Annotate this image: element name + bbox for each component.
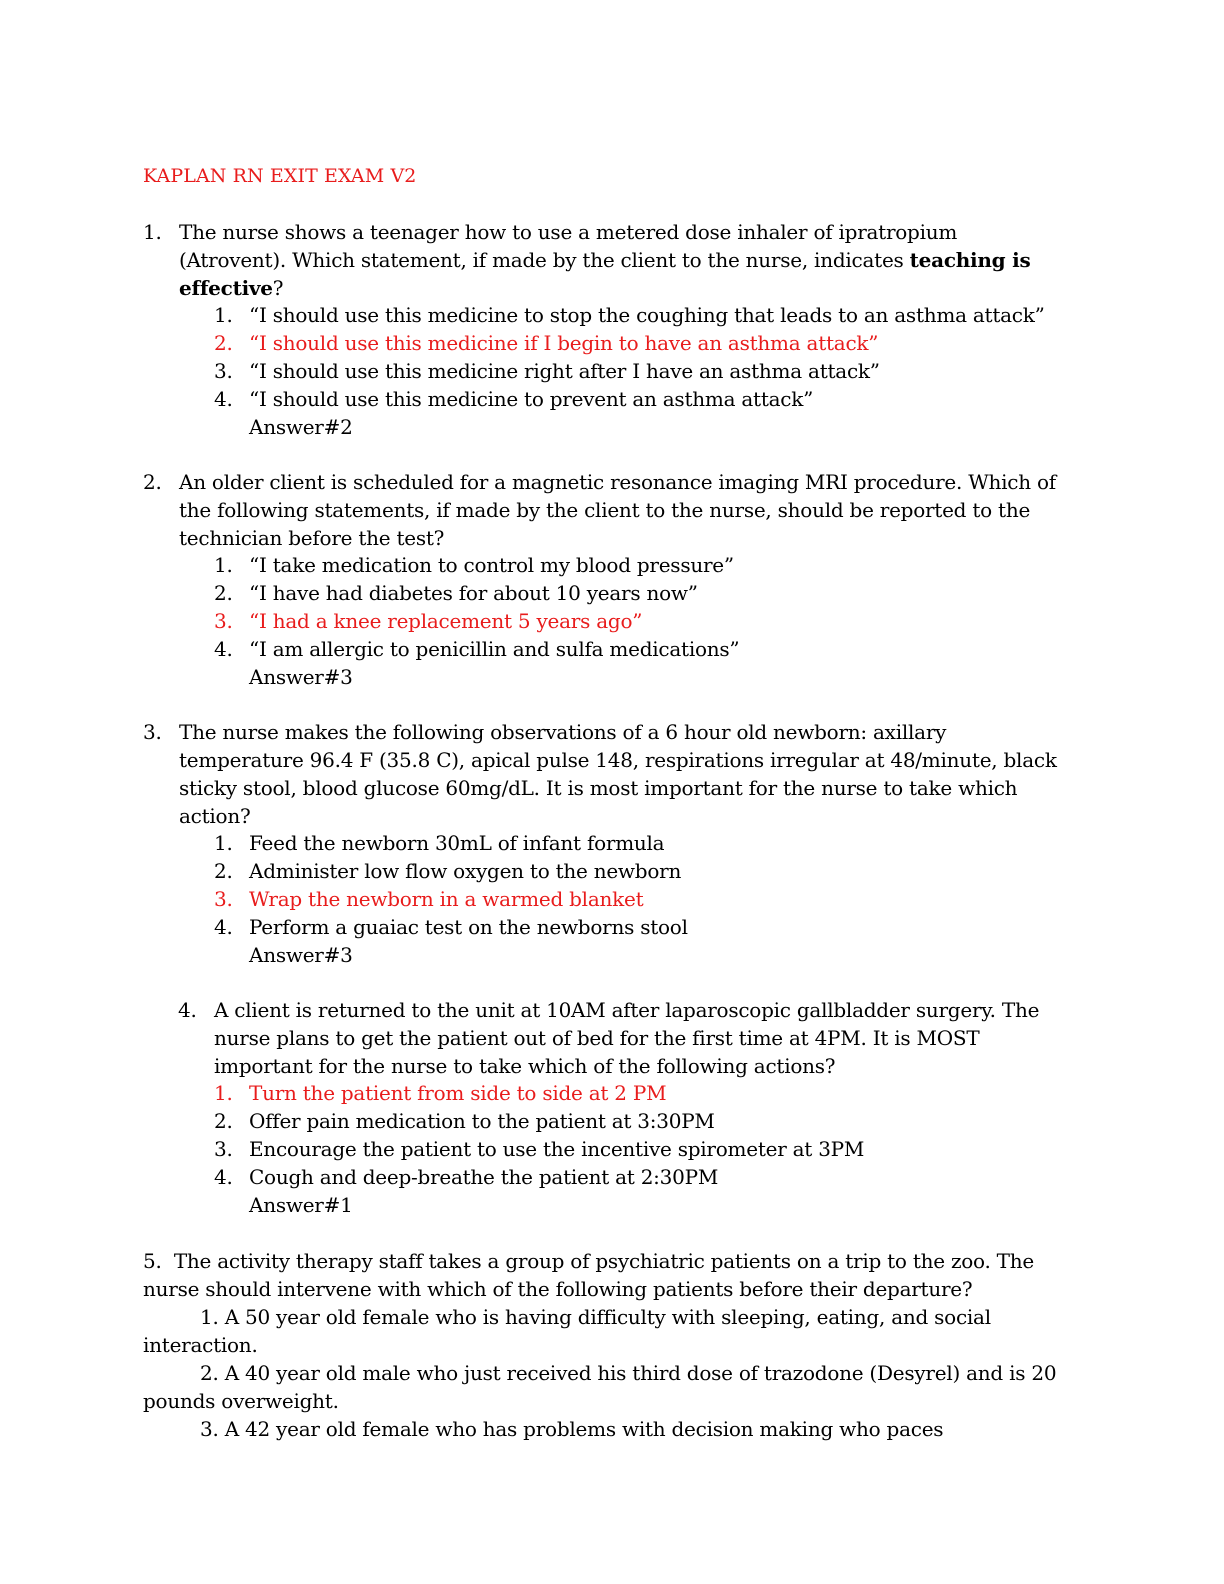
question-stem: The nurse makes the following observations of a 6 hour old newborn: axillary temperature 96.4 F (35.8 C), apical pulse 148, respirations irregular at 48/minute, black sticky stool, blood glucose 60mg/dL. It is most important for the nurse to take which action?: [179, 720, 1057, 828]
option-5-3: 3. A 42 year old female who has problems with decision making who paces: [200, 1417, 944, 1441]
question-number: 2.: [143, 470, 162, 494]
option-5-1: 1. A 50 year old female who is having difficulty with sleeping, eating, and social interaction.: [143, 1305, 991, 1357]
question-5: [143, 1247, 1073, 1443]
document-title: KAPLAN RN EXIT EXAM V2: [143, 165, 417, 187]
question-stem: An older client is scheduled for a magnetic resonance imaging MRI procedure. Which of the following statements, if made by the client to the nurse, should be reported to the technician before the test?: [179, 470, 1056, 550]
question-3: [143, 718, 1073, 830]
question-4: [178, 996, 1073, 1080]
document-page: KAPLAN RN EXIT EXAM V2 1. The nurse shows a teenager how to use a metered dose inhaler of ipratropium (Atrovent). Which statement, if made by the client to the nurse, indicates teaching is effective? 1. “I should use this medicine to stop the coughing that leads to an asthma attack” 2. “I should use this medicine if I begin to have an asthma attack” 3. “I should use this medicine right after I have an asthma attack” 4. “I should use this medicine to prevent an asthma attack” Answer#2 2. An older client is scheduled for a magnetic resonance imaging MRI procedure. Which of the following statements, if made by the client to the nurse, should be reported to the technician before the test? 1. “I take medication to control my blood pressure” 2. “I have had diabetes for about 10 years now” 3. “I had a knee replacement 5 years ago” 4. “I am allergic to penicillin and sulfa medications” Answer#3 3. The nurse makes the following observations of a 6 hour old newborn: axillary temperature 96.4 F (35.8 C), apical pulse 148, respirations irregular at 48/minute, black sticky stool, blood glucose 60mg/dL. It is most important for the nurse to take which action? 1. Feed the newborn 30mL of infant formula 2. Administer low flow oxygen to the newborn 3. Wrap the newborn in a warmed blanket 4. Perform a guaiac test on the newborns stool Answer#3 4. A client is returned to the unit at 10AM after laparoscopic gallbladder surgery. The nurse plans to get the patient out of bed for the first time at 4PM. It is MOST important for the nurse to take which of the following actions? 1. Turn the patient from side to side at 2 PM 2. Offer pain medication to the patient at 3:30PM 3. Encourage the patient to use the incentive spirometer at 3PM 4. Cough and deep-breathe the patient at 2:30PM Answer#1 5. The activity therapy staff takes a group of psychiatric patients on a trip to the zoo. The nurse should intervene with which of the following patients before their departure? 1. A 50 year old female who is having difficulty with sleeping, eating, and social interaction. 2. A 40 year old male who just received his third dose of trazodone (Desyrel) and is 20 pounds overweight. 3. A 42 year old female who has problems with decision making who paces: [0, 0, 1224, 1584]
question-2: [143, 468, 1073, 552]
question-stem: 5. The activity therapy staff takes a group of psychiatric patients on a trip to the zoo. The nurse should intervene with which of the following patients before their departure?: [143, 1249, 1034, 1301]
answer-1: Answer#2: [249, 415, 353, 439]
question-number: 3.: [143, 720, 162, 744]
question-stem: A client is returned to the unit at 10AM after laparoscopic gallbladder surgery. The nurse plans to get the patient out of bed for the first time at 4PM. It is MOST important for the nurse to take which of the following actions?: [214, 998, 1040, 1078]
answer-4: Answer#1: [249, 1193, 353, 1217]
question-stem: The nurse shows a teenager how to use a metered dose inhaler of ipratropium (Atrovent). Which statement, if made by the client to the nurse, indicates teaching is effective?: [179, 220, 1031, 300]
answer-2: Answer#3: [249, 665, 353, 689]
question-1: [143, 218, 1073, 302]
question-number: 1.: [143, 220, 162, 244]
answer-3: Answer#3: [249, 943, 353, 967]
option-5-2: 2. A 40 year old male who just received his third dose of trazodone (Desyrel) and is 20 pounds overweight.: [143, 1361, 1057, 1413]
question-number: 4.: [178, 998, 197, 1022]
